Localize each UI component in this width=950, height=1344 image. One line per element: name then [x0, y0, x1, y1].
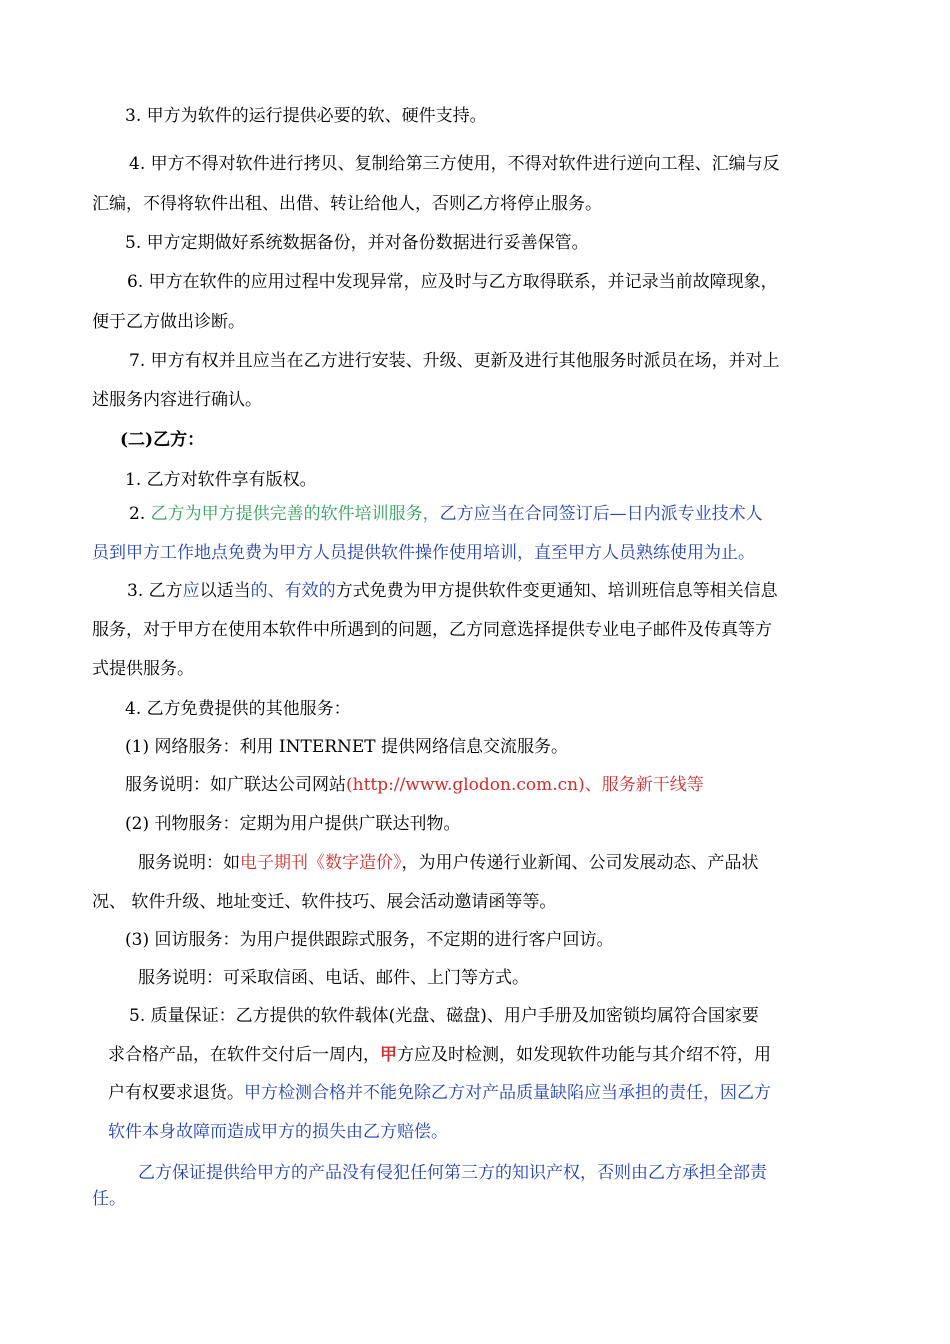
clause-b2-line2: 员到甲方工作地点免费为甲方人员提供软件操作使用培训，直至甲方人员熟练使用为止。 — [92, 543, 755, 563]
clause-b5-text-a: 求合格产品，在软件交付后一周内， — [108, 1045, 380, 1065]
service-2: (2) 刊物服务：定期为用户提供广联达刊物。 — [125, 814, 461, 834]
clause-b5-line3 — [108, 1081, 771, 1105]
ip-guarantee-line2: 任。 — [92, 1189, 126, 1209]
service-3-note: 服务说明：可采取信函、电话、邮件、上门等方式。 — [138, 968, 529, 988]
clause-b1: 1. 乙方对软件享有版权。 — [125, 470, 317, 490]
clause-a5: 5. 甲方定期做好系统数据备份，并对备份数据进行妥善保管。 — [125, 233, 589, 253]
service-3: (3) 回访服务：为用户提供跟踪式服务，不定期的进行客户回访。 — [125, 930, 614, 950]
clause-b5-text-c: 方应及时检测，如发现软件功能与其介绍不符，用 — [397, 1045, 771, 1065]
section-heading-party-b: (二)乙方： — [120, 430, 205, 450]
clause-a7-line2: 述服务内容进行确认。 — [92, 390, 262, 410]
clause-a4-line1: 4. 甲方不得对软件进行拷贝、复制给第三方使用，不得对软件进行逆向工程、汇编与反 — [129, 154, 780, 174]
clause-b2-blue-text: 乙方应当在合同签订后—日内派专业技术人 — [439, 504, 763, 524]
clause-b5-line4: 软件本身故障而造成甲方的损失由乙方赔偿。 — [108, 1122, 448, 1142]
clause-b5-line1: 5. 质量保证：乙方提供的软件载体(光盘、磁盘)、用户手册及加密锁均属符合国家要 — [129, 1006, 759, 1026]
clause-b3-text-a: 3. 乙方 — [127, 581, 183, 601]
clause-b5-text-e: 甲方检测合格并不能免除乙方对产品质量缺陷应当承担的责任，因乙方 — [244, 1083, 771, 1103]
service-1-note — [125, 773, 704, 797]
clause-a4-line2: 汇编，不得将软件出租、出借、转让给他人，否则乙方将停止服务。 — [92, 194, 602, 214]
clause-a3: 3. 甲方为软件的运行提供必要的软、硬件支持。 — [125, 106, 487, 126]
service-2-note-line2: 况、 软件升级、地址变迁、软件技巧、展会活动邀请函等等。 — [92, 892, 557, 912]
clause-b2-green-text: 乙方为甲方提供完善的软件培训服务， — [150, 504, 440, 524]
clause-b2-number: 2. — [129, 504, 151, 524]
clause-a6-line1: 6. 甲方在软件的应用过程中发现异常，应及时与乙方取得联系，并记录当前故障现象， — [127, 272, 778, 292]
clause-a7-line1: 7. 甲方有权并且应当在乙方进行安装、升级、更新及进行其他服务时派员在场，并对上 — [129, 351, 780, 371]
clause-b2-line1 — [129, 502, 763, 526]
clause-b3-text-d: 的、有效的 — [250, 581, 336, 601]
service-2-note-line1 — [138, 851, 759, 875]
clause-b3-line2: 服务，对于甲方在使用本软件中所遇到的问题，乙方同意选择提供专业电子邮件及传真等方 — [92, 620, 772, 640]
clause-b3-text-b: 应 — [182, 581, 200, 601]
ip-guarantee-line1: 乙方保证提供给甲方的产品没有侵犯任何第三方的知识产权，否则由乙方承担全部责 — [138, 1163, 767, 1183]
service-1-note-label: 服务说明：如广联达公司网站 — [125, 775, 346, 795]
service-2-note-label: 服务说明：如 — [138, 853, 240, 873]
clause-b3-text-c: 以适当 — [199, 581, 251, 601]
service-2-note-rest: ，为用户传递行业新闻、公司发展动态、产品状 — [401, 853, 759, 873]
clause-b4: 4. 乙方免费提供的其他服务： — [125, 699, 351, 719]
service-1-note-link: (http://www.glodon.com.cn)、服务新干线等 — [346, 775, 704, 795]
clause-b5-text-b: 甲 — [380, 1045, 397, 1065]
clause-b5-line2 — [108, 1043, 771, 1067]
clause-b3-line3: 式提供服务。 — [92, 659, 194, 679]
service-1: (1) 网络服务：利用 INTERNET 提供网络信息交流服务。 — [125, 737, 569, 757]
service-2-note-journal: 电子期刊《数字造价》 — [240, 853, 402, 873]
clause-b5-text-d: 户有权要求退货。 — [108, 1083, 244, 1103]
clause-b3-line1 — [127, 579, 778, 603]
clause-a6-line2: 便于乙方做出诊断。 — [92, 312, 245, 332]
clause-b3-text-e: 方式免费为甲方提供软件变更通知、培训班信息等相关信息 — [335, 581, 778, 601]
